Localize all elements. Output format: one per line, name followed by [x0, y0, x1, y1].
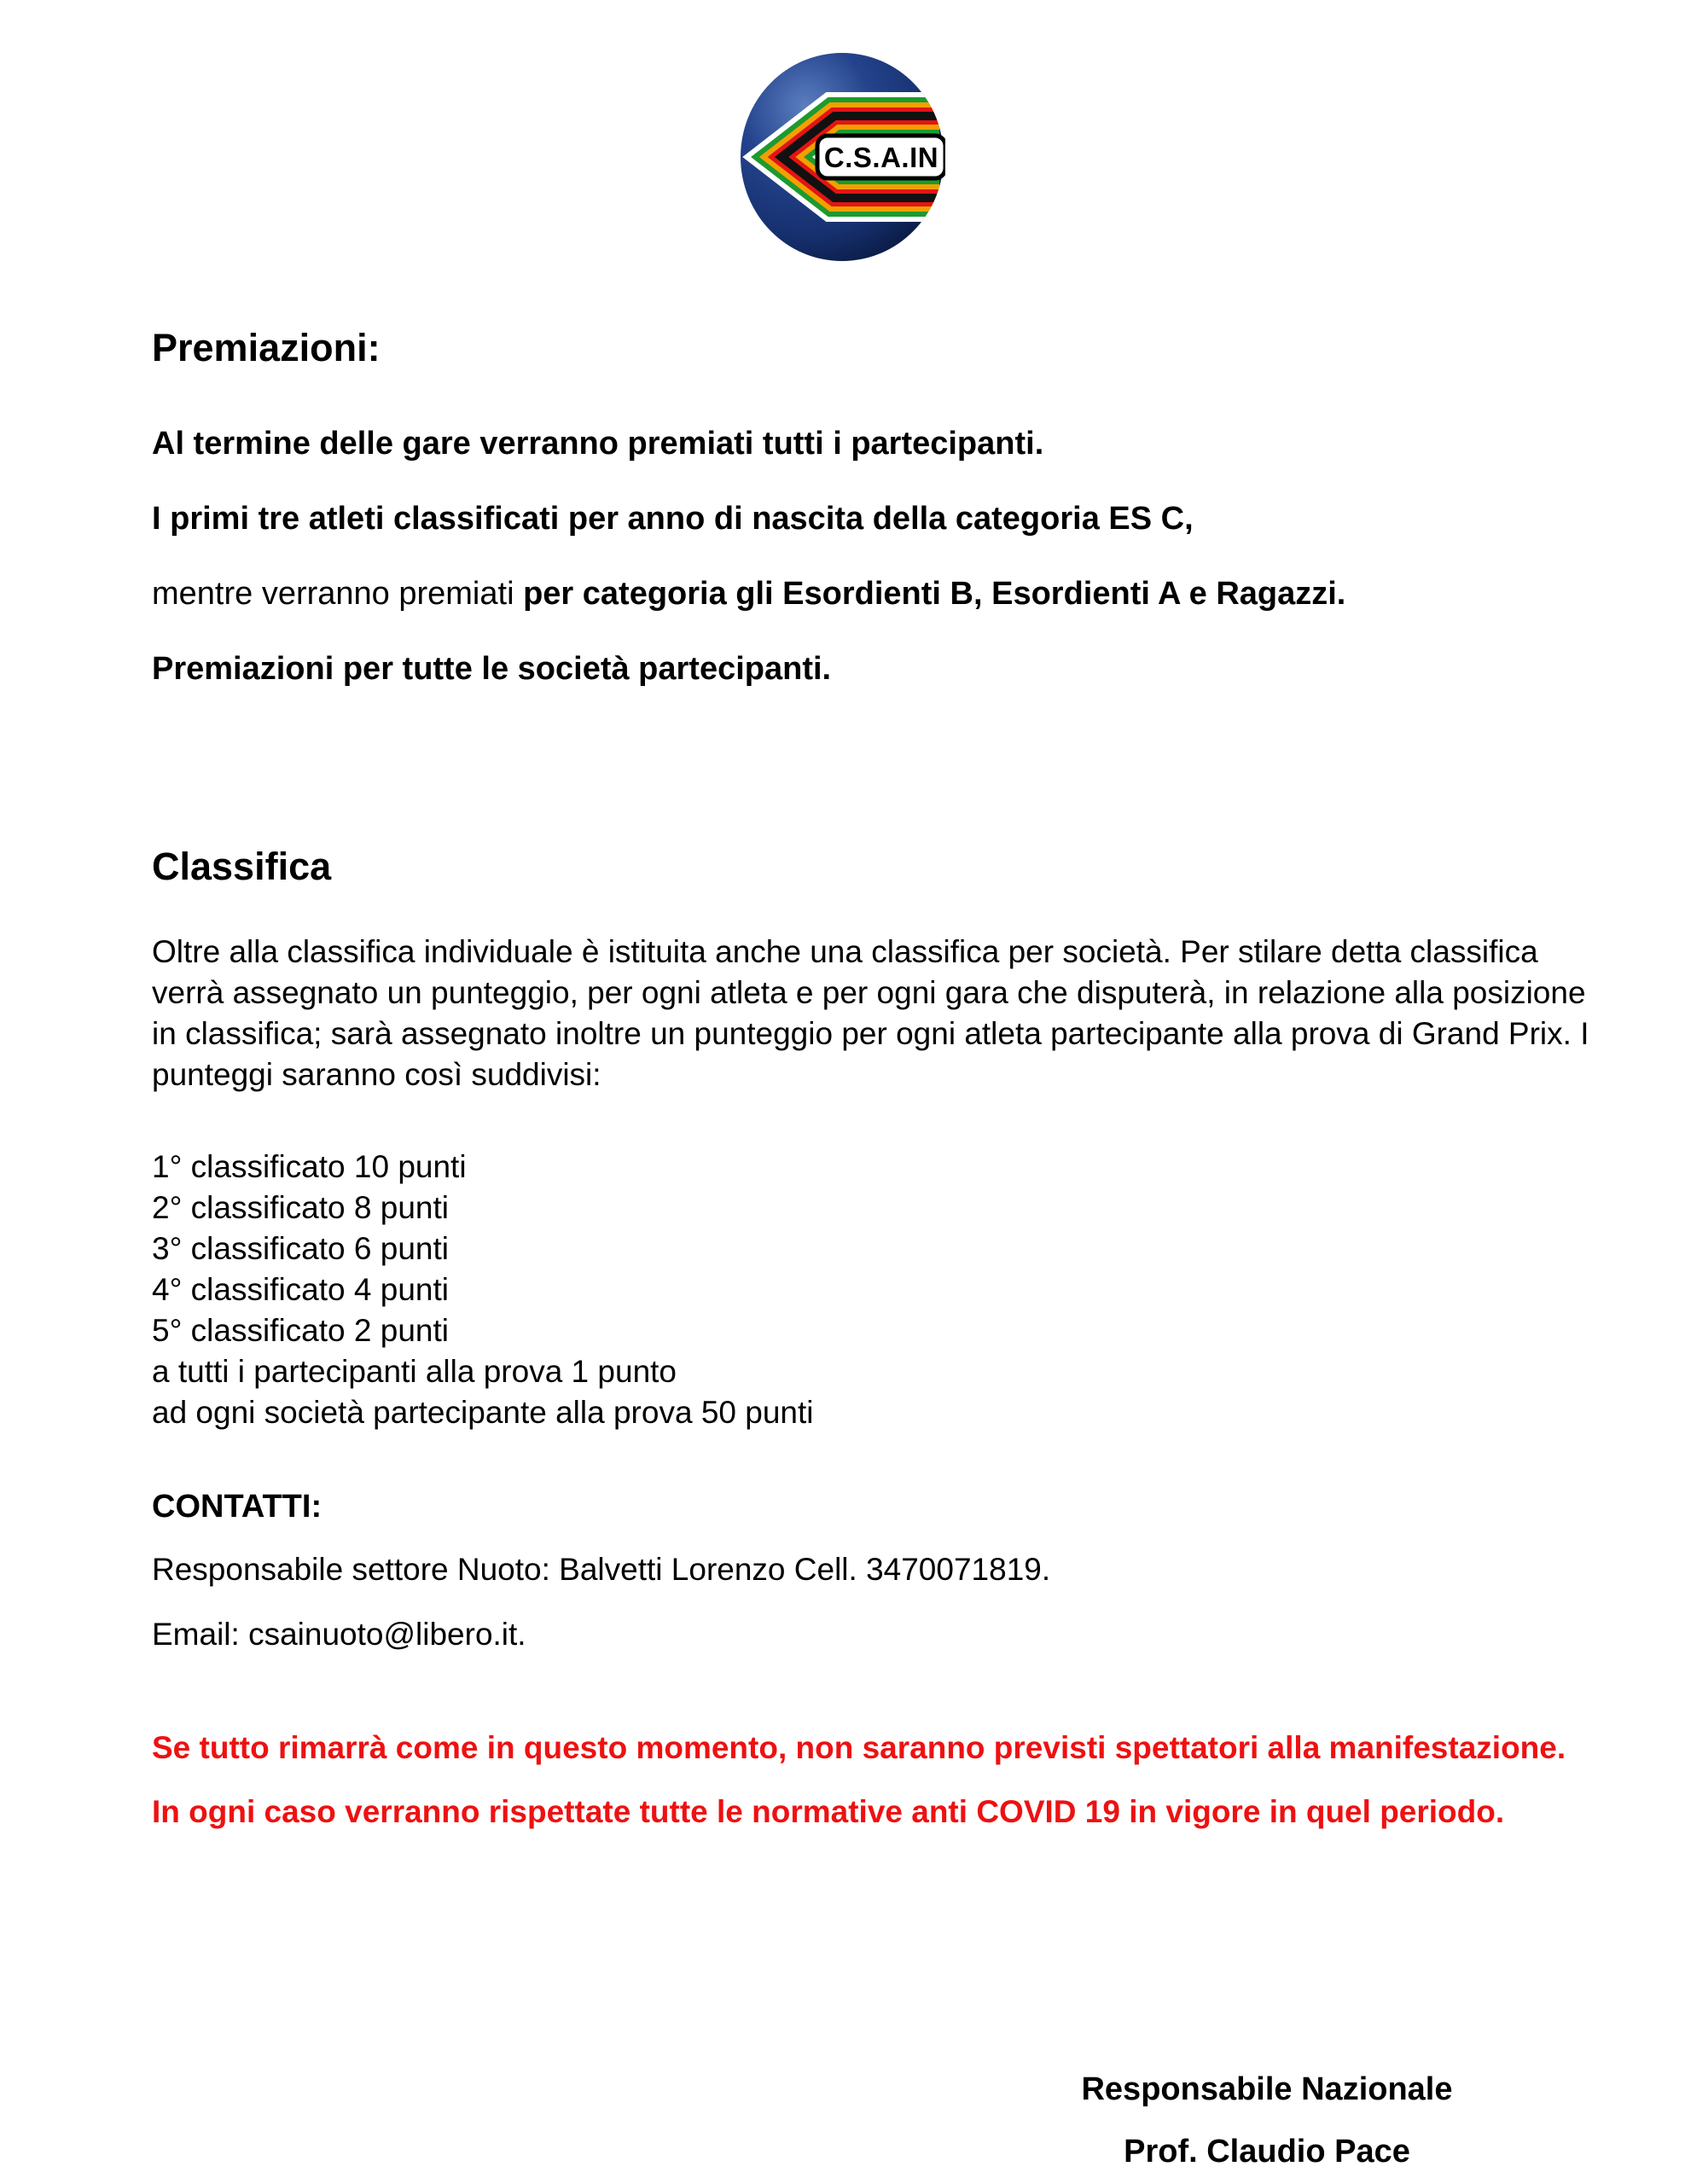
document-body — [0, 326, 1685, 1844]
premiazioni-statement-4: Premiazioni per tutte le società partecipanti. — [152, 651, 832, 687]
premiazioni-statement-2: I primi tre atleti classificati per anno di nascita della categoria ES C, — [152, 501, 1194, 537]
covid-paragraph-2: In ogni caso verranno rispettate tutte le normative anti COVID 19 in vigore in quel periodo. — [152, 1794, 1505, 1829]
csain-logo-icon — [741, 53, 945, 261]
points-item-4: 4° classificato 4 punti — [152, 1272, 449, 1307]
signature-name: Prof. Claudio Pace — [1124, 2134, 1410, 2169]
points-item-5: 5° classificato 2 punti — [152, 1313, 449, 1348]
covid-paragraph-1: Se tutto rimarrà come in questo momento, non saranno previsti spettatori alla manifestazione. — [152, 1730, 1566, 1765]
csain-logo-text: C.S.A.IN — [823, 142, 938, 173]
points-item-7: ad ogni società partecipante alla prova 50 punti — [152, 1395, 814, 1430]
points-item-1: 1° classificato 10 punti — [152, 1149, 467, 1184]
premiazioni-statement-3 — [152, 575, 1600, 613]
points-item-6: a tutti i partecipanti alla prova 1 punto — [152, 1354, 677, 1389]
contact-responsabile: Responsabile settore Nuoto: Balvetti Lorenzo Cell. 3470071819. — [152, 1552, 1051, 1587]
points-list — [152, 1147, 1600, 1433]
contatti-heading: CONTATTI: — [152, 1489, 322, 1525]
signature-role: Responsabile Nazionale — [1081, 2071, 1453, 2107]
csain-logo — [0, 0, 1685, 261]
points-item-2: 2° classificato 8 punti — [152, 1190, 449, 1225]
classifica-intro: Oltre alla classifica individuale è istituita anche una classifica per società. Per stilare detta classifica verrà assegnato un punteggio, per ogni atleta e per ogni gara che disputerà, in relazione alla posizione in classifica; sarà assegnato inoltre un punteggio per ogni atleta partecipante alla prova di Grand Prix. I punteggi saranno così suddivisi: — [152, 934, 1589, 1092]
premiazioni-heading: Premiazioni: — [152, 326, 381, 369]
classifica-heading: Classifica — [152, 845, 332, 888]
contact-email: Email: csainuoto@libero.it. — [152, 1617, 526, 1652]
premiazioni-statement-3-regular: mentre verranno premiati — [152, 576, 524, 612]
signature-block — [1011, 2059, 1523, 2183]
covid-notice — [152, 1716, 1600, 1844]
premiazioni-statement-1: Al termine delle gare verranno premiati tutti i partecipanti. — [152, 426, 1044, 462]
points-item-3: 3° classificato 6 punti — [152, 1231, 449, 1266]
premiazioni-statement-3-bold: per categoria gli Esordienti B, Esordienti A e Ragazzi. — [523, 576, 1346, 612]
